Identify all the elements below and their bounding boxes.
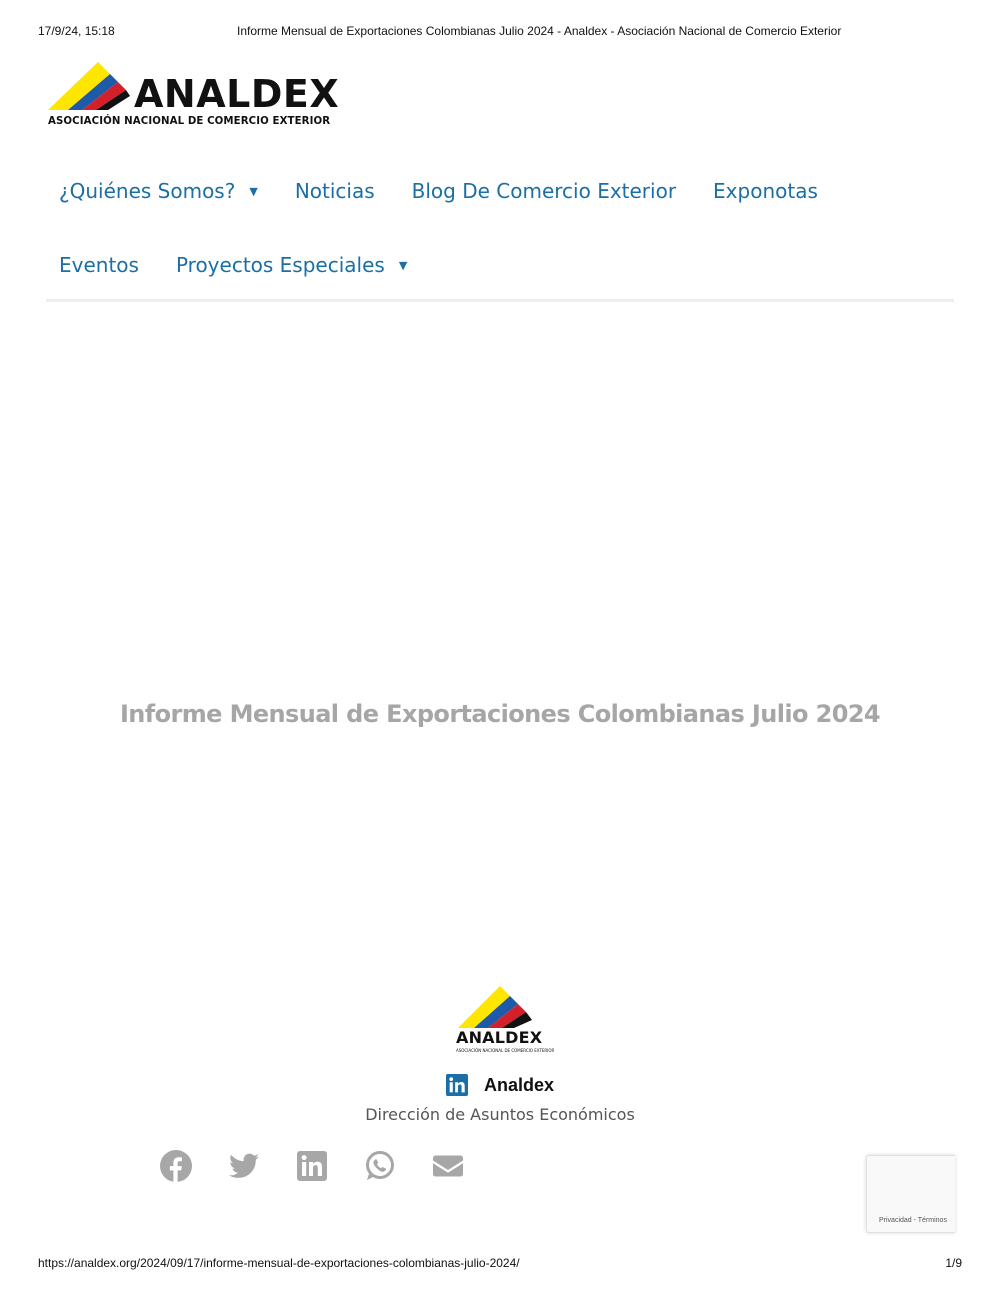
print-header (38, 24, 962, 42)
nav-item-label: ¿Quiénes Somos? (59, 179, 236, 203)
author-name[interactable]: Analdex (483, 1074, 555, 1095)
author-logo-wordmark: ANALDEX (456, 1028, 543, 1047)
nav-item-blog[interactable] (412, 179, 676, 203)
share-twitter-button[interactable] (226, 1148, 262, 1184)
caret-down-icon: ▼ (249, 184, 258, 198)
share-buttons (158, 1148, 498, 1184)
recaptcha-links[interactable]: Privacidad - Términos (879, 1217, 947, 1224)
recaptcha-badge[interactable] (866, 1155, 955, 1233)
email-icon (431, 1149, 465, 1183)
nav-row-2 (46, 234, 954, 296)
print-page-number: 1/9 (945, 1256, 962, 1270)
nav-item-label: Noticias (294, 179, 375, 203)
print-url: https://analdex.org/2024/09/17/informe-mensual-de-exportaciones-colombianas-julio-2024/ (38, 1256, 520, 1270)
caret-down-icon: ▼ (398, 258, 408, 272)
print-timestamp: 17/9/24, 15:18 (38, 24, 115, 38)
author-logo (454, 984, 555, 1058)
nav-item-exponotas[interactable] (713, 179, 818, 203)
print-footer (38, 1256, 962, 1274)
logo-mark-icon (46, 60, 136, 116)
nav-item-quienes-somos[interactable] (59, 179, 258, 203)
nav-item-proyectos-especiales[interactable] (176, 253, 407, 277)
main-navigation (46, 160, 954, 308)
nav-item-label: Blog De Comercio Exterior (411, 179, 677, 203)
logo-wordmark: ANALDEX (134, 72, 340, 116)
nav-row-1 (46, 160, 954, 222)
author-line (0, 1074, 1000, 1096)
print-document-title: Informe Mensual de Exportaciones Colombianas Julio 2024 - Analdex - Asociación Nacional de Comercio Exterior (237, 24, 842, 38)
linkedin-icon[interactable] (446, 1074, 468, 1096)
logo-tagline: ASOCIACIÓN NACIONAL DE COMERCIO EXTERIOR (48, 116, 331, 127)
nav-item-noticias[interactable] (295, 179, 375, 203)
nav-divider (46, 299, 954, 302)
nav-item-eventos[interactable] (59, 253, 139, 277)
share-linkedin-button[interactable] (294, 1148, 330, 1184)
author-logo-mark-icon (454, 984, 544, 1030)
share-email-button[interactable] (430, 1148, 466, 1184)
whatsapp-icon (363, 1149, 397, 1183)
nav-item-label: Eventos (59, 253, 139, 277)
author-role: Dirección de Asuntos Económicos (365, 1105, 635, 1124)
site-logo[interactable] (46, 60, 346, 132)
post-title: Informe Mensual de Exportaciones Colombianas Julio 2024 (119, 700, 881, 728)
author-logo-tagline: ASOCIACIÓN NACIONAL DE COMERCIO EXTERIOR (456, 1048, 555, 1053)
facebook-icon (159, 1149, 193, 1183)
share-whatsapp-button[interactable] (362, 1148, 398, 1184)
linkedin-icon (295, 1149, 329, 1183)
share-facebook-button[interactable] (158, 1148, 194, 1184)
nav-item-label: Proyectos Especiales (175, 253, 385, 277)
nav-item-label: Exponotas (713, 179, 818, 203)
twitter-icon (227, 1149, 261, 1183)
